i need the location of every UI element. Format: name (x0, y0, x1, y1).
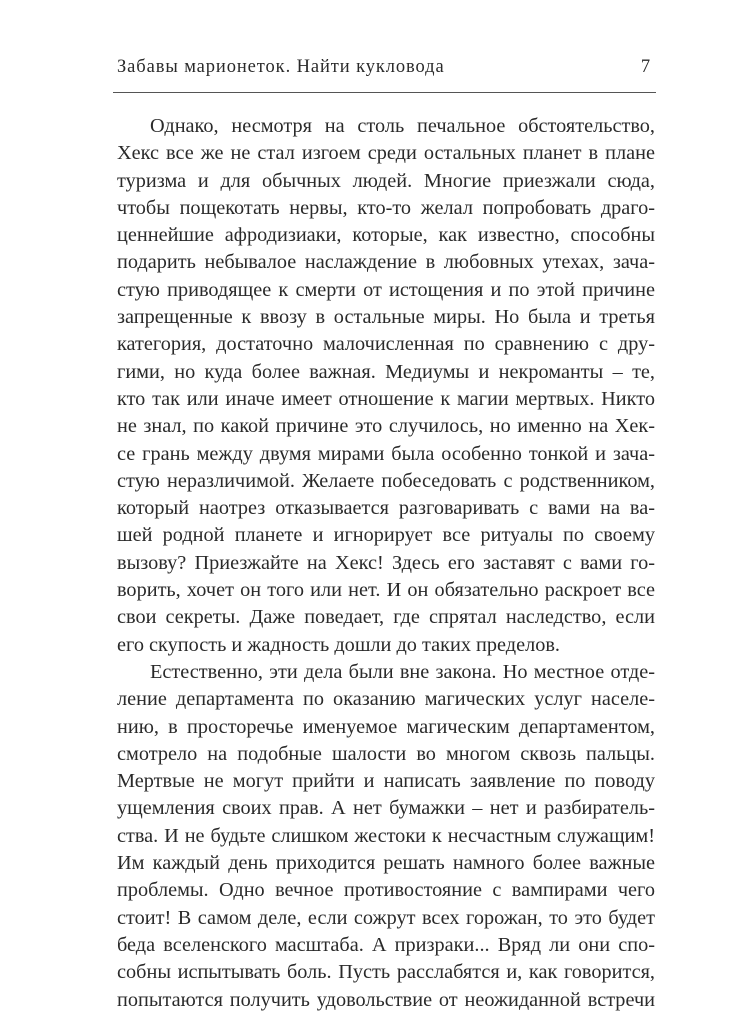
text-line: нию, в просторечье именуемое магическим департаментом, (117, 715, 655, 738)
header-rule (113, 92, 656, 93)
text-line: собны испытывать боль. Пусть расслабятся и, как говорится, (117, 961, 655, 984)
text-line: ства. И не будьте слишком жестоки к несчастным служащим! (117, 824, 655, 847)
text-line: шей родной планете и игнорирует все ритуалы по своему (117, 524, 655, 547)
paragraph (117, 113, 655, 659)
text-line: стоит! В самом деле, если сожрут всех горожан, то это будет (117, 906, 655, 929)
running-header (117, 57, 655, 83)
text-line: проблемы. Одно вечное противостояние с вампирами чего (117, 879, 655, 902)
text-line: се грань между двумя мирами была особенно тонкой и зача- (117, 442, 655, 465)
text-line: попытаются получить удовольствие от неожиданной встречи (117, 988, 655, 1011)
page-body (117, 113, 655, 1014)
page-number: 7 (640, 57, 651, 77)
text-line: не знал, по какой причине это случилось, но именно на Хек- (117, 415, 655, 438)
text-line: Мертвые не могут прийти и написать заявление по поводу (117, 770, 655, 793)
text-line: беда вселенского масштаба. А призраки... Вряд ли они спо- (117, 933, 655, 956)
text-line: ление департамента по оказанию магических услуг населе- (117, 688, 655, 711)
text-line: Однако, несмотря на столь печальное обстоятельство, (150, 115, 655, 137)
text-line: Им каждый день приходится решать намного более важные (117, 852, 655, 875)
paragraph (117, 659, 655, 1014)
text-line: туризма и для обычных людей. Многие приезжали сюда, (117, 169, 655, 192)
text-line: вызову? Приезжайте на Хекс! Здесь его заставят с вами го- (117, 551, 655, 574)
text-line: ценнейшие афродизиаки, которые, как известно, способны (117, 224, 655, 247)
text-line: чтобы пощекотать нервы, кто-то желал попробовать драго- (117, 196, 655, 219)
text-line: ущемления своих прав. А нет бумажки – нет и разбиратель- (117, 797, 655, 820)
running-header-title: Забавы марионеток. Найти кукловода (117, 57, 445, 77)
text-line: стую неразличимой. Желаете побеседовать с родственником, (117, 469, 655, 492)
text-line: гими, но куда более важная. Медиумы и некроманты – те, (117, 360, 655, 383)
text-line: Хекс все же не стал изгоем среди остальных планет в плане (117, 142, 655, 165)
text-line: смотрело на подобные шалости во многом сквозь пальцы. (117, 742, 655, 765)
text-line: его скупость и жадность дошли до таких пределов. (117, 633, 560, 656)
text-line: Естественно, эти дела были вне закона. Но местное отде- (150, 660, 655, 683)
text-line: подарить небывалое наслаждение в любовных утехах, зача- (117, 251, 655, 274)
text-line: который наотрез отказывается разговаривать с вами на ва- (117, 497, 655, 520)
text-line: кто так или иначе имеет отношение к магии мертвых. Никто (117, 387, 655, 410)
text-line: запрещенные к ввозу в остальные миры. Но была и третья (117, 306, 655, 329)
text-line: свои секреты. Даже поведает, где спрятал наследство, если (117, 606, 655, 629)
text-line: категория, достаточно малочисленная по сравнению с дру- (117, 333, 655, 356)
text-line: стую приводящее к смерти от истощения и по этой причине (117, 278, 655, 301)
text-line: ворить, хочет он того или нет. И он обязательно раскроет все (117, 579, 655, 602)
